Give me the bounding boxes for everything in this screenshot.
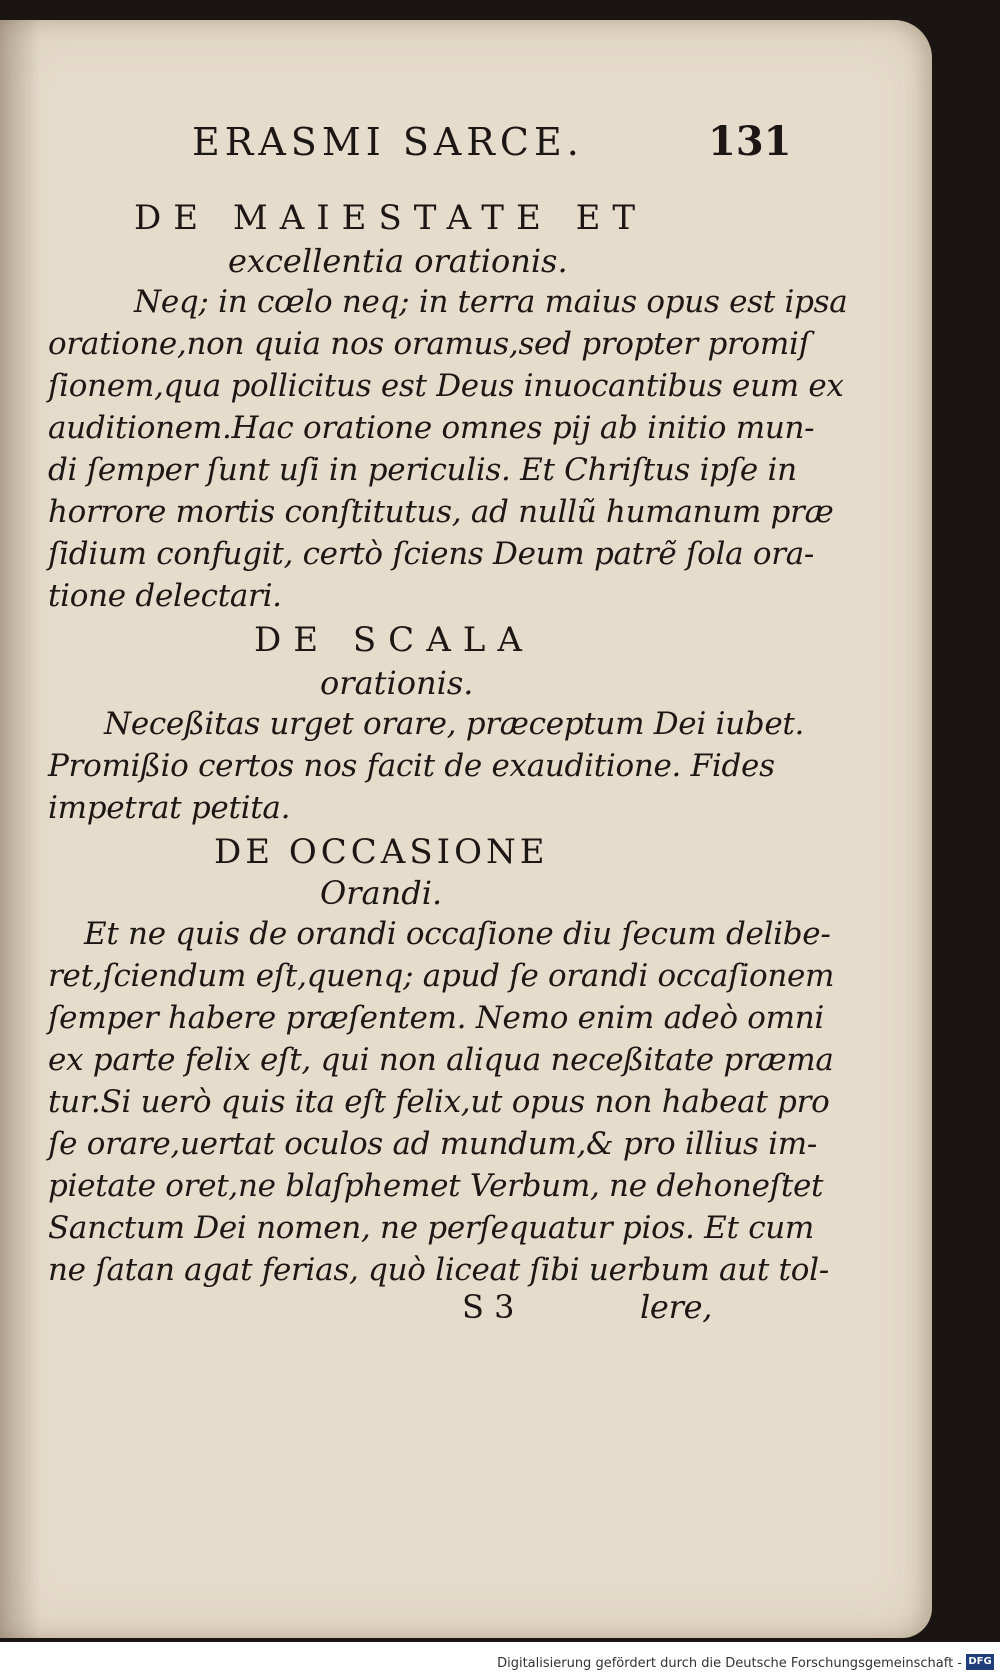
text-line: ſe orare,uertat oculos ad mundum,& pro illius im-: [48, 1126, 818, 1162]
text-line: ſionem,qua pollicitus est Deus inuocantibus eum ex: [48, 368, 844, 404]
signature-mark: S 3: [462, 1288, 515, 1326]
section-heading: DE OCCASIONE: [214, 832, 549, 872]
text-line: ſidium confugit, certò ſciens Deum patrẽ ſola ora-: [48, 536, 815, 572]
text-line: Et ne quis de orandi occaſione diu ſecum delibe-: [84, 916, 831, 952]
text-line: oratione,non quia nos oramus,sed propter promiſ: [48, 326, 810, 362]
text-line: Sanctum Dei nomen, ne perſequatur pios. Et cum: [48, 1210, 815, 1246]
catchword: lere,: [640, 1288, 713, 1326]
text-line: tione delectari.: [48, 578, 282, 614]
text-line: di ſemper ſunt uſi in periculis. Et Chriſtus ipſe in: [48, 452, 797, 488]
section-subheading: orationis.: [320, 664, 474, 702]
running-header: ERASMI SARCE.: [192, 120, 584, 164]
section-heading: DE MAIESTATE ET: [134, 198, 648, 238]
text-line: tur.Si uerò quis ita eſt felix,ut opus non habeat pro: [48, 1084, 830, 1120]
section-subheading: excellentia orationis.: [228, 242, 568, 280]
text-line: ret,ſciendum eſt,quenq; apud ſe orandi occaſionem: [48, 958, 835, 994]
text-line: horrore mortis conſtitutus, ad nullũ humanum præ: [48, 494, 834, 530]
text-line: Neq; in cœlo neq; in terra maius opus est ipsa: [134, 284, 848, 320]
text-line: impetrat petita.: [48, 790, 291, 826]
text-line: pietate oret,ne blaſphemet Verbum, ne dehoneſtet: [48, 1168, 824, 1204]
page-number: 131: [708, 118, 792, 165]
text-line: auditionem.Hac oratione omnes pij ab initio mun-: [48, 410, 815, 446]
section-heading: DE SCALA: [254, 620, 534, 660]
funding-credit: Digitalisierung gefördert durch die Deutsche Forschungsgemeinschaft -: [497, 1656, 962, 1671]
text-line: Neceßitas urget orare, præceptum Dei iubet.: [104, 706, 805, 742]
text-line: ſemper habere præſentem. Nemo enim adeò omni: [48, 1000, 825, 1036]
text-line: ne ſatan agat ferias, quò liceat ſibi uerbum aut tol-: [48, 1252, 829, 1288]
book-page: [0, 20, 932, 1638]
dfg-logo: DFG: [966, 1654, 994, 1670]
section-subheading: Orandi.: [320, 874, 443, 912]
text-line: ex parte felix eſt, qui non aliqua neceßitate præma: [48, 1042, 834, 1078]
text-line: Promißio certos nos facit de exauditione. Fides: [48, 748, 775, 784]
